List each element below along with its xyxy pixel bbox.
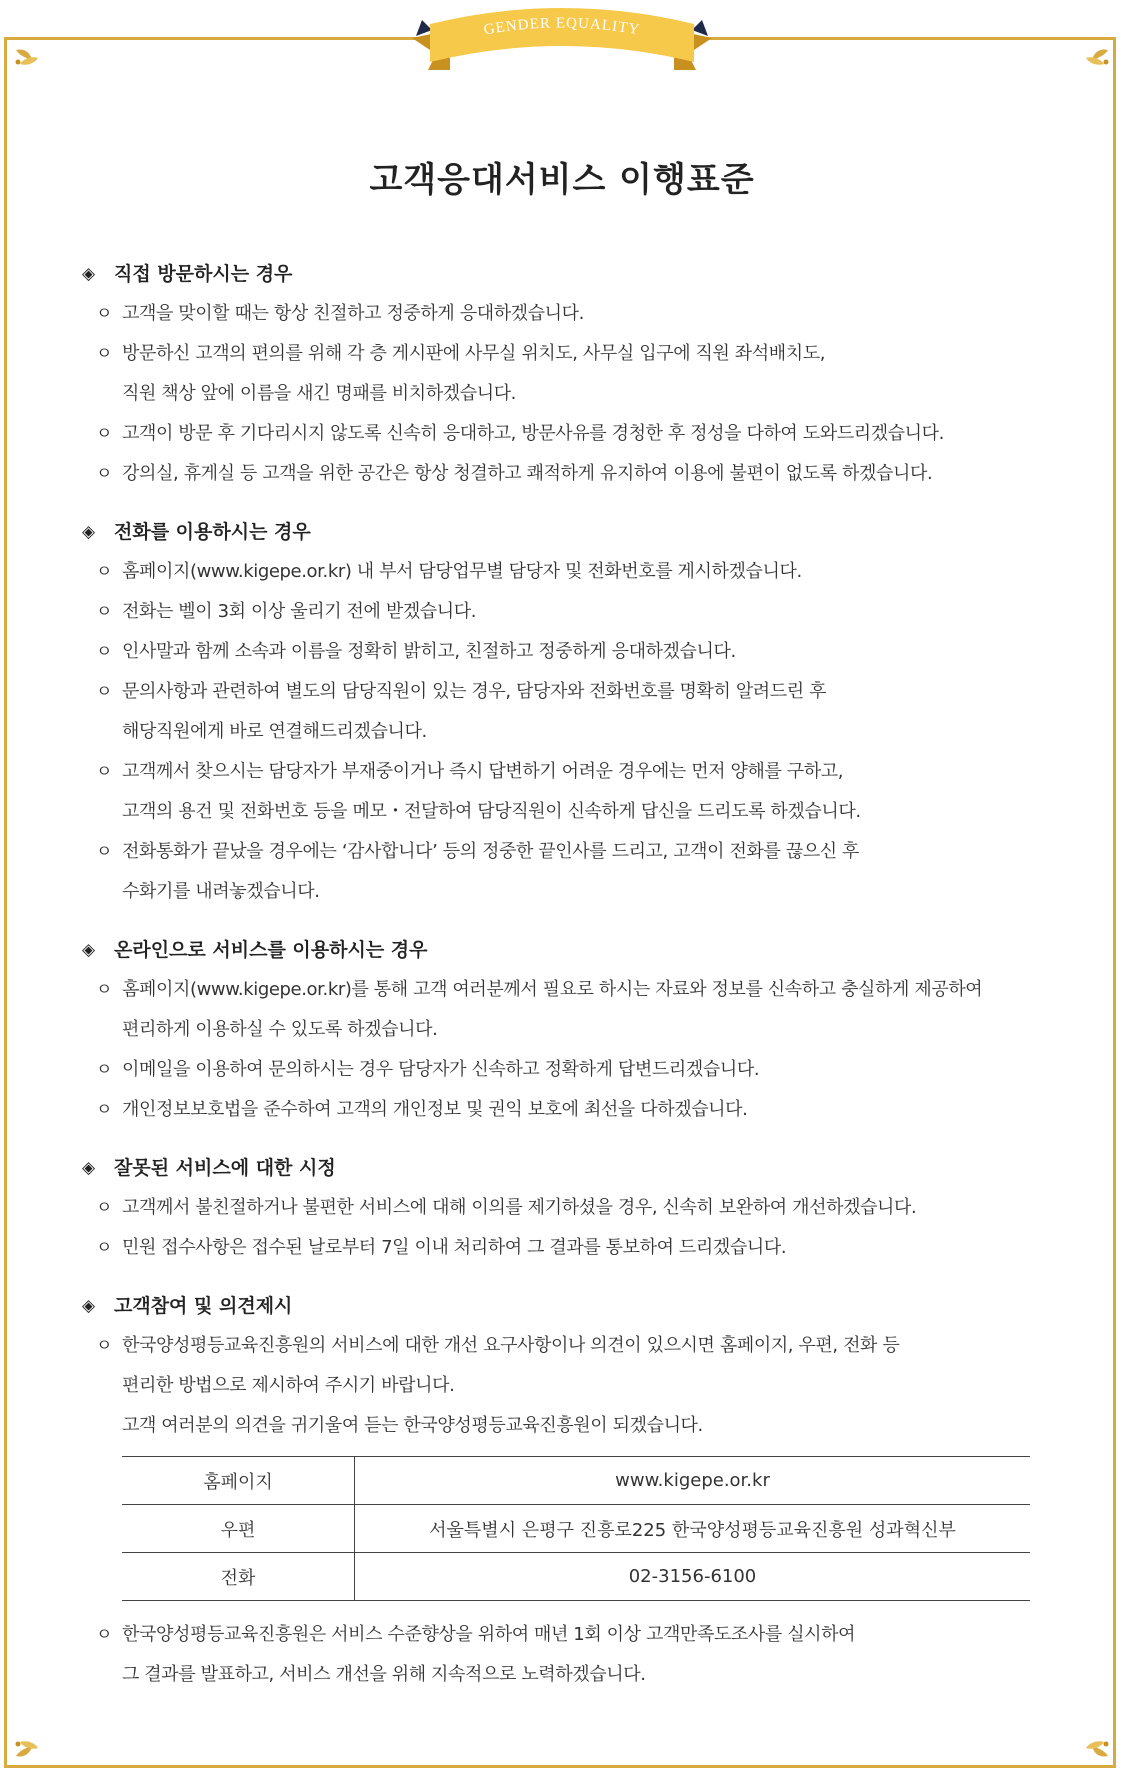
contact-value: 02-3156-6100 [355,1553,1031,1601]
bullet-icon: ㅇ [96,842,113,862]
contact-table [122,1456,1030,1601]
contact-value: 서울특별시 은평구 진흥로225 한국양성평등교육진흥원 성과혁신부 [355,1505,1031,1553]
diamond-marker-icon: ◈ [82,1296,96,1316]
section-online [82,934,1072,1130]
section-correction [82,1152,1072,1268]
item-list [82,1188,1072,1268]
list-item-text: 한국양성평등교육진흥원은 서비스 수준향상을 위하여 매년 1회 이상 고객만족도조사를 실시하여 그 결과를 발표하고, 서비스 개선을 위해 지속적으로 노력하겠습니다. [122,1624,856,1685]
list-item-text: 이메일을 이용하여 문의하시는 경우 담당자가 신속하고 정확하게 답변드리겠습니다. [122,1059,760,1080]
list-item-text: 강의실, 휴게실 등 고객을 위한 공간은 항상 청결하고 쾌적하게 유지하여 이용에 불편이 없도록 하겠습니다. [122,463,933,484]
list-item-text: 전화는 벨이 3회 이상 울리기 전에 받겠습니다. [122,601,477,622]
section-heading [82,1152,1072,1184]
item-list [82,1326,1072,1446]
bullet-icon: ㅇ [96,762,113,782]
list-item-text: 민원 접수사항은 접수된 날로부터 7일 이내 처리하여 그 결과를 통보하여 드리겠습니다. [122,1237,787,1258]
list-item-text: 인사말과 함께 소속과 이름을 정확히 밝히고, 친절하고 정중하게 응대하겠습니다. [122,641,736,662]
list-item-text: 홈페이지(www.kigepe.or.kr)를 통해 고객 여러분께서 필요로 하시는 자료와 정보를 신속하고 충실하게 제공하여 편리하게 이용하실 수 있도록 하겠습니다. [122,979,983,1040]
list-item [82,1228,1072,1268]
bullet-icon: ㅇ [96,464,113,484]
list-item-text: 고객을 맞이할 때는 항상 친절하고 정중하게 응대하겠습니다. [122,303,584,324]
list-item [82,672,1072,752]
list-item-text: 한국양성평등교육진흥원의 서비스에 대한 개선 요구사항이나 의견이 있으시면 홈페이지, 우편, 전화 등 편리한 방법으로 제시하여 주시기 바랍니다. 고객 여러분의 의견을 귀기울여 듣는 한국양성평등교육진흥원이 되겠습니다. [122,1335,900,1436]
corner-ornament-icon [1080,42,1114,76]
gender-equality-ribbon [402,0,722,86]
list-item [82,414,1072,454]
diamond-marker-icon: ◈ [82,522,96,542]
bullet-icon: ㅇ [96,682,113,702]
list-item [82,592,1072,632]
bullet-icon: ㅇ [96,1238,113,1258]
section-heading [82,934,1072,966]
contact-label: 우편 [122,1505,355,1553]
list-item-text: 홈페이지(www.kigepe.or.kr) 내 부서 담당업무별 담당자 및 전화번호를 게시하겠습니다. [122,561,802,582]
bullet-icon: ㅇ [96,980,113,1000]
contact-label: 홈페이지 [122,1457,355,1505]
list-item-text: 전화통화가 끝났을 경우에는 ‘감사합니다’ 등의 정중한 끝인사를 드리고, 고객이 전화를 끊으신 후 수화기를 내려놓겠습니다. [122,841,860,902]
section-heading [82,1290,1072,1322]
bullet-icon: ㅇ [96,1336,113,1356]
list-item-text: 고객이 방문 후 기다리시지 않도록 신속히 응대하고, 방문사유를 경청한 후 정성을 다하여 도와드리겠습니다. [122,423,944,444]
page-title: 고객응대서비스 이행표준 [369,160,755,200]
bullet-icon: ㅇ [96,1060,113,1080]
item-list [82,552,1072,912]
list-item [82,1326,1072,1446]
section-title-text: 온라인으로 서비스를 이용하시는 경우 [114,939,428,961]
diamond-marker-icon: ◈ [82,940,96,960]
ribbon-label: GENDER EQUALITY [482,15,642,39]
list-item [82,970,1072,1050]
diamond-marker-icon: ◈ [82,1158,96,1178]
bullet-icon: ㅇ [96,424,113,444]
list-item [82,752,1072,832]
bullet-icon: ㅇ [96,1625,113,1645]
bullet-icon: ㅇ [96,1100,113,1120]
section-heading [82,516,1072,548]
list-item [82,1050,1072,1090]
list-item [82,454,1072,494]
list-item [82,1615,1072,1695]
list-item-text: 개인정보보호법을 준수하여 고객의 개인정보 및 권익 보호에 최선을 다하겠습니다. [122,1099,748,1120]
item-list [82,1615,1072,1695]
standards-content [82,258,1072,1717]
list-item-text: 고객께서 불친절하거나 불편한 서비스에 대해 이의를 제기하셨을 경우, 신속히 보완하여 개선하겠습니다. [122,1197,917,1218]
item-list [82,970,1072,1130]
corner-ornament-icon [10,42,44,76]
list-item [82,552,1072,592]
list-item [82,832,1072,912]
bullet-icon: ㅇ [96,1198,113,1218]
bullet-icon: ㅇ [96,344,113,364]
ribbon-right-fold [692,20,708,36]
list-item [82,1188,1072,1228]
section-title-text: 잘못된 서비스에 대한 시정 [114,1157,336,1179]
section-title-text: 전화를 이용하시는 경우 [114,521,311,543]
corner-ornament-icon [1080,1730,1114,1764]
table-row [122,1553,1030,1601]
list-item-text: 문의사항과 관련하여 별도의 담당직원이 있는 경우, 담당자와 전화번호를 명확히 알려드린 후 해당직원에게 바로 연결해드리겠습니다. [122,681,827,742]
list-item [82,294,1072,334]
bullet-icon: ㅇ [96,602,113,622]
list-item [82,334,1072,414]
contact-label: 전화 [122,1553,355,1601]
section-participation [82,1290,1072,1695]
corner-ornament-icon [10,1730,44,1764]
contact-value: www.kigepe.or.kr [355,1457,1031,1505]
table-row [122,1505,1030,1553]
list-item [82,632,1072,672]
section-visit [82,258,1072,494]
list-item-text: 고객께서 찾으시는 담당자가 부재중이거나 즉시 답변하기 어려운 경우에는 먼저 양해를 구하고, 고객의 용건 및 전화번호 등을 메모・전달하여 담당직원이 신속하게 답신을 드리도록 하겠습니다. [122,761,861,822]
diamond-marker-icon: ◈ [82,264,96,284]
list-item [82,1090,1072,1130]
section-phone [82,516,1072,912]
item-list [82,294,1072,494]
section-title-text: 고객참여 및 의견제시 [114,1295,293,1317]
list-item-text: 방문하신 고객의 편의를 위해 각 층 게시판에 사무실 위치도, 사무실 입구에 직원 좌석배치도, 직원 책상 앞에 이름을 새긴 명패를 비치하겠습니다. [122,343,826,404]
section-heading [82,258,1072,290]
table-row [122,1457,1030,1505]
bullet-icon: ㅇ [96,562,113,582]
bullet-icon: ㅇ [96,304,113,324]
section-title-text: 직접 방문하시는 경우 [114,263,293,285]
bullet-icon: ㅇ [96,642,113,662]
ribbon-left-fold [416,20,432,36]
